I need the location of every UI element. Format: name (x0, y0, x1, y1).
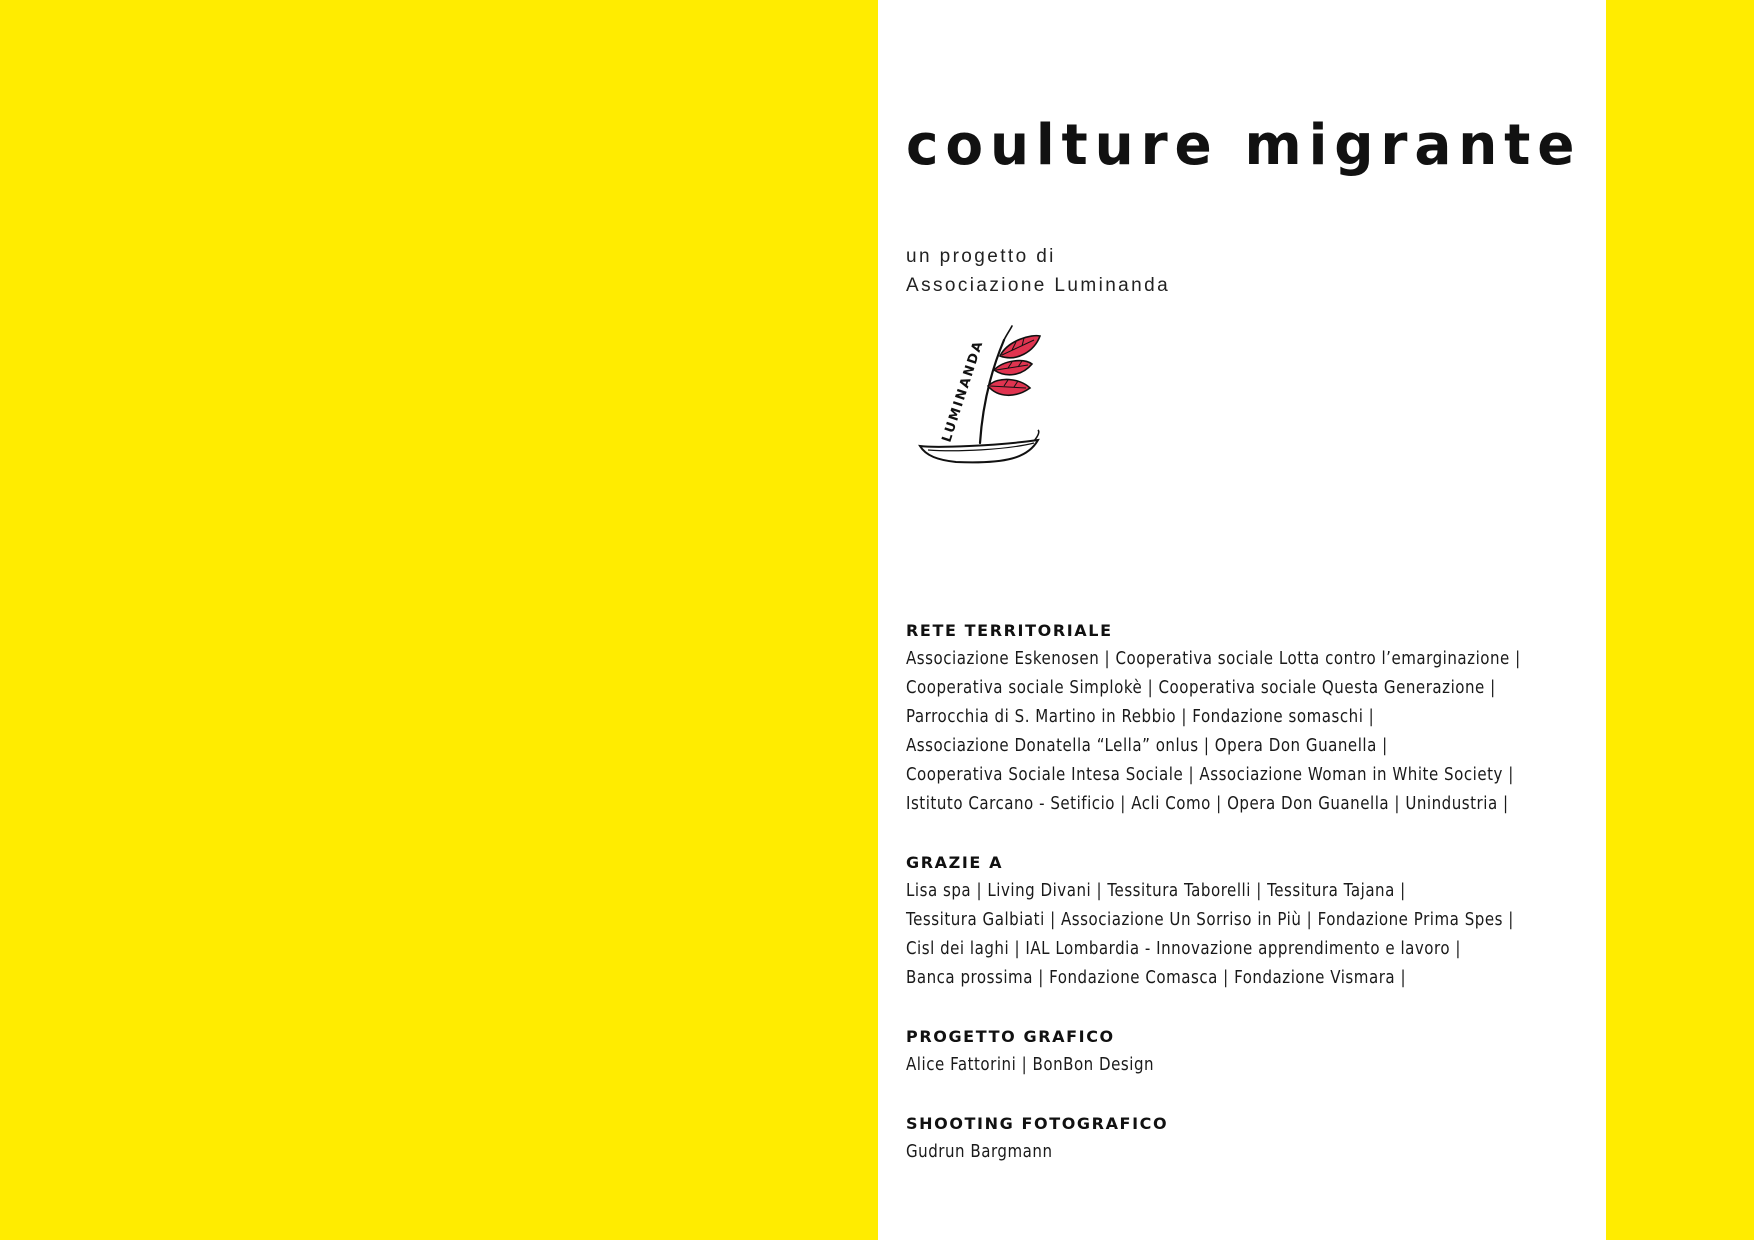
credit-line: Cooperativa Sociale Intesa Sociale | Associazione Woman in White Society | (906, 765, 1514, 785)
section-heading: SHOOTING FOTOGRAFICO (906, 1114, 1169, 1133)
credit-line: Tessitura Galbiati | Associazione Un Sorriso in Più | Fondazione Prima Spes | (906, 910, 1514, 930)
section-heading: PROGETTO GRAFICO (906, 1027, 1115, 1046)
credit-line: Banca prossima | Fondazione Comasca | Fondazione Vismara | (906, 968, 1407, 988)
credit-line: Cisl dei laghi | IAL Lombardia - Innovazione apprendimento e lavoro | (906, 939, 1462, 959)
section-shooting-fotografico (906, 1109, 1596, 1167)
credit-line: Gudrun Bargmann (906, 1142, 1053, 1162)
credit-line: Lisa spa | Living Divani | Tessitura Taborelli | Tessitura Tajana | (906, 881, 1406, 901)
section-progetto-grafico (906, 1022, 1596, 1080)
intro-block (906, 242, 1170, 300)
intro-line-1: un progetto di (906, 246, 1056, 267)
section-heading: RETE TERRITORIALE (906, 621, 1113, 640)
credit-line: Associazione Donatella “Lella” onlus | Opera Don Guanella | (906, 736, 1388, 756)
credit-line: Cooperativa sociale Simplokè | Cooperativa sociale Questa Generazione | (906, 678, 1496, 698)
intro-line-2: Associazione Luminanda (906, 275, 1171, 296)
credit-line: Alice Fattorini | BonBon Design (906, 1055, 1155, 1075)
section-grazie-a (906, 848, 1596, 993)
credit-line: Associazione Eskenosen | Cooperativa sociale Lotta contro l’emarginazione | (906, 649, 1521, 669)
credit-line: Parrocchia di S. Martino in Rebbio | Fondazione somaschi | (906, 707, 1375, 727)
section-heading: GRAZIE A (906, 853, 1004, 872)
luminanda-logo-icon (916, 318, 1046, 473)
credits-list (906, 616, 1596, 1196)
section-rete-territoriale (906, 616, 1596, 819)
credits-page (878, 0, 1606, 1240)
page-title: coulture migrante (906, 113, 1582, 178)
credit-line: Istituto Carcano - Setificio | Acli Como | Opera Don Guanella | Unindustria | (906, 794, 1509, 814)
logo-lettering: LUMINANDA (939, 338, 987, 445)
